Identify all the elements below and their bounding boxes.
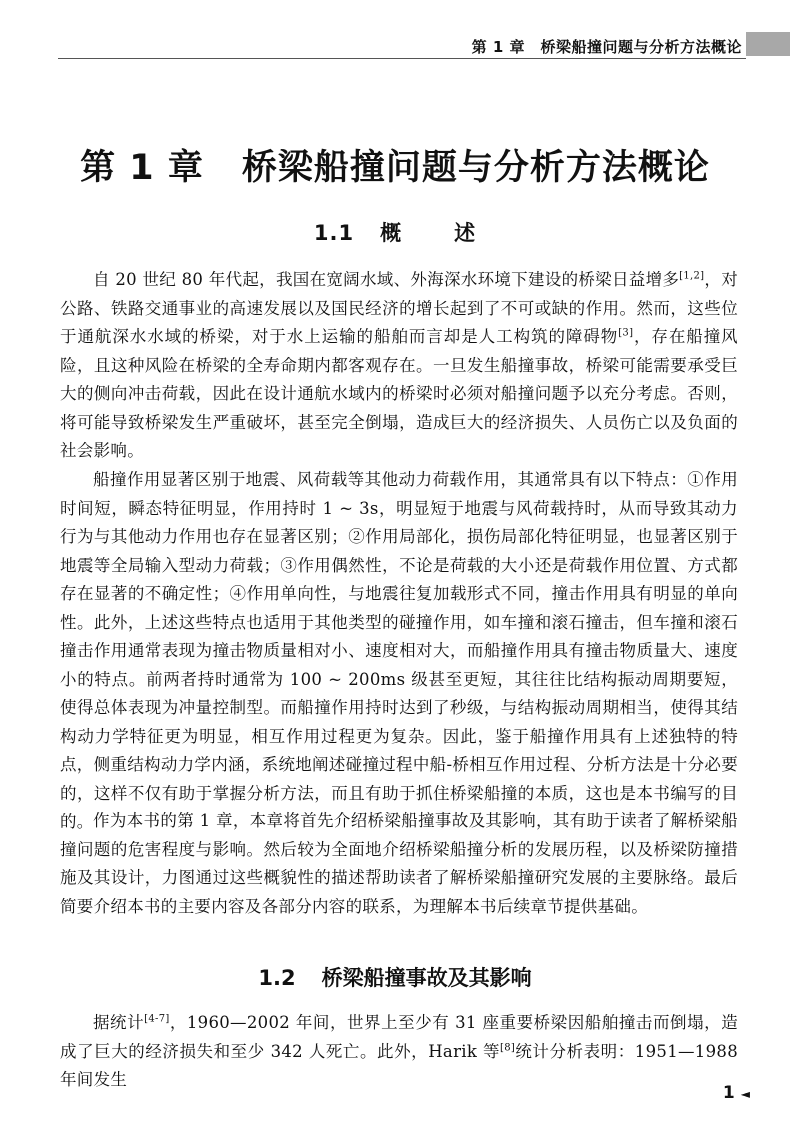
page-number — [723, 1083, 750, 1103]
header-gray-tab — [746, 32, 790, 56]
running-header-title: 第 1 章 桥梁船撞问题与分析方法概论 — [471, 38, 742, 56]
body-paragraph: 船撞作用显著区别于地震、风荷载等其他动力荷载作用，其通常具有以下特点：①作用时间短，瞬态特征明显，作用持时 1 ~ 3s，明显短于地震与风荷载持时，从而导致其动力行为与其他动力作用也存在显著区别；②作用局部化，损伤局部化特征明显，也显著区别于地震等全局输入型动力荷载；③作用偶然性，不论是荷载的大小还是荷载作用位置、方式都存在显著的不确定性；④作用单向性，与地震往复加载形式不同，撞击作用具有明显的单向性。此外，上述这些特点也适用于其他类型的碰撞作用，如车撞和滚石撞击，但车撞和滚石撞击作用通常表现为撞击物质量相对小、速度相对大，而船撞作用具有撞击物质量大、速度小的特点。前两者持时通常为 100 ~ 200ms 级甚至更短，其往往比结构振动周期要短，使得总体表现为冲量控制型。而船撞作用持时达到了秒级，与结构振动周期相当，使得其结构动力学特征更为明显，相互作用过程更为复杂。因此，鉴于船撞作用具有上述独特的特点，侧重结构动力学内涵，系统地阐述碰撞过程中船-桥相互作用过程、分析方法是十分必要的，这样不仅有助于掌握分析方法，而且有助于抓住桥梁船撞的本质，这也是本书编写的目的。 — [60, 470, 738, 831]
paragraph-text: 据统计 — [93, 1013, 145, 1032]
section-title-text: 桥梁船撞事故及其影响 — [321, 966, 532, 990]
chapter-title — [0, 140, 790, 190]
section-title-char-b: 述 — [454, 221, 477, 245]
body-paragraph — [60, 1009, 738, 1095]
page-marker-arrow-icon: ◄ — [740, 1087, 750, 1101]
section-heading-1-2 — [0, 962, 790, 992]
running-header — [0, 0, 790, 60]
section-number: 1.2 — [258, 966, 296, 990]
paragraph-text: ，存在船撞风险，且这种风险在桥梁的全寿命期内都客观存在。一旦发生船撞事故，桥梁可能需要承受巨大的侧向冲击荷载，因此在设计通航水域内的桥梁时必须对船撞问题予以充分考虑。否则，将可能导致桥梁发生严重破坏，甚至完全倒塌，造成巨大的经济损失、人员伤亡以及负面的社会影响。 — [60, 327, 738, 460]
header-rule — [58, 58, 746, 59]
citation-ref: [8] — [500, 1042, 516, 1053]
body-paragraph: 作为本书的第 1 章，本章将首先介绍桥梁船撞事故及其影响，其有助于读者了解桥梁船撞问题的危害程度与影响。然后较为全面地介绍桥梁船撞分析的发展历程，以及桥梁防撞措施及其设计，力图通过这些概貌性的描述帮助读者了解桥梁船撞研究发展的主要脉络。最后简要介绍本书的主要内容及各部分内容的联系，为理解本书后续章节提供基础。 — [60, 811, 738, 916]
citation-ref: [3] — [618, 327, 634, 339]
page-number-value: 1 — [722, 1083, 735, 1103]
section-heading-1-1 — [0, 217, 790, 247]
paragraph-text: ，1960—2002 年间，世界上至少有 31 座重要桥梁因船舶撞击而倒塌，造成了巨大的经济损失和至少 342 人死亡。此外，Harik 等 — [60, 1013, 738, 1061]
section-title-char-a: 概 — [380, 221, 403, 245]
citation-ref: [4-7] — [144, 1013, 170, 1025]
citation-ref: [1,2] — [679, 270, 705, 282]
chapter-title-text: 桥梁船撞问题与分析方法概论 — [241, 148, 710, 188]
paragraph-text: 自 20 世纪 80 年代起，我国在宽阔水域、外海深水环境下建设的桥梁日益增多 — [93, 270, 680, 289]
section-number: 1.1 — [313, 221, 355, 245]
paragraph-text: ，对公路、铁路交通事业的高速发展以及国民经济的增长起到了不可或缺的作用。然而，这些位于通航深水水域的桥梁，对于水上运输的船舶而言却是人工构筑的障碍物 — [60, 270, 738, 346]
body-paragraph — [60, 266, 738, 466]
chapter-number: 第 1 章 — [80, 148, 204, 188]
paragraph-text: 统计分析表明：1951—1988 年间发生 — [60, 1041, 738, 1089]
